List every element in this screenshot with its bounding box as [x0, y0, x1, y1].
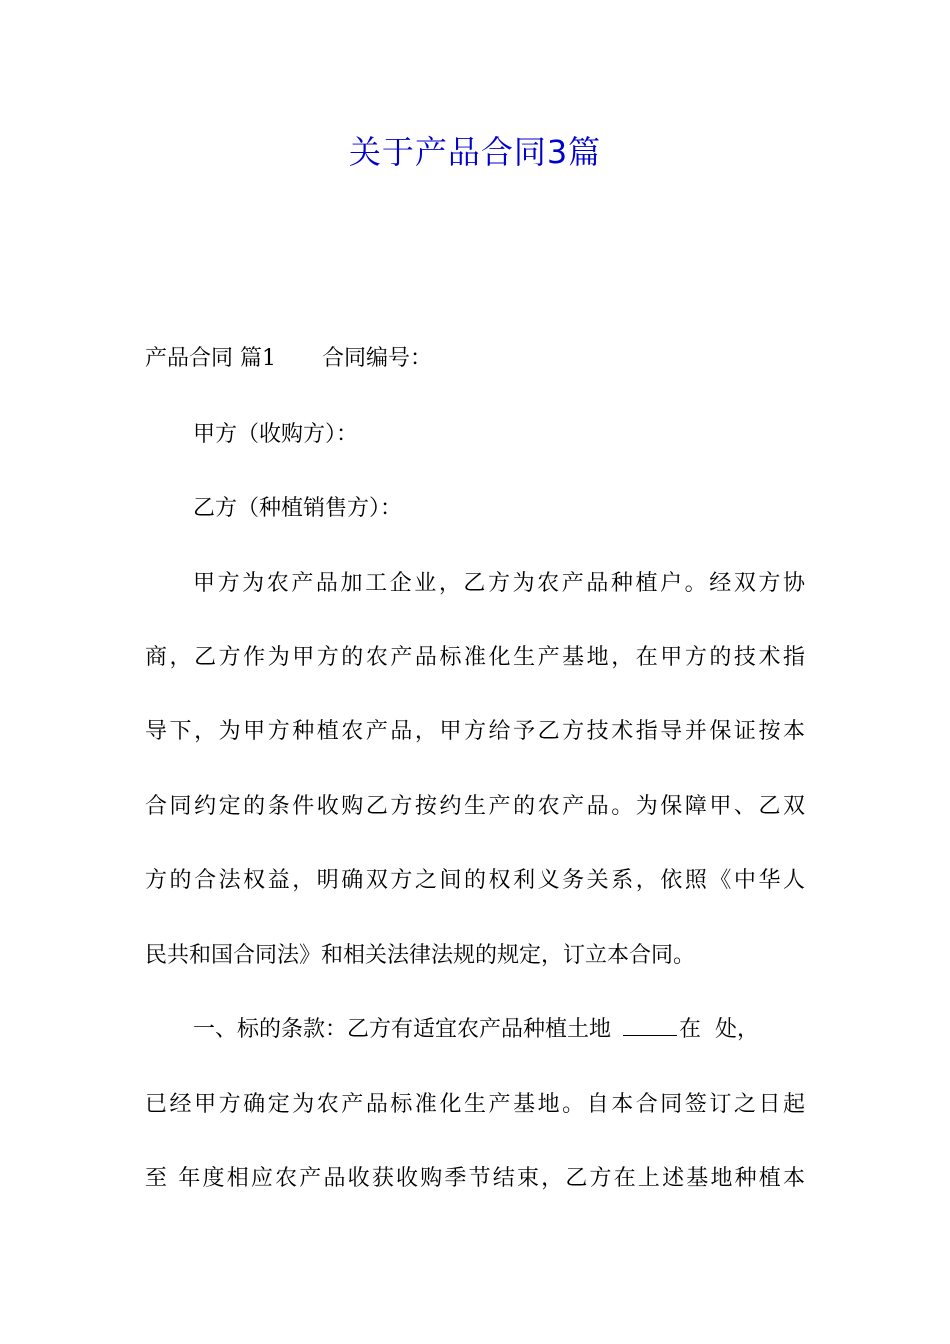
paragraph-line: 商，乙方作为甲方的农产品标准化生产基地，在甲方的技术指 — [145, 645, 805, 670]
party-b-label: 乙方（种植销售方）： — [193, 496, 403, 521]
clause-one-start: 一、标的条款：乙方有适宜农产品种植土地 — [193, 1017, 612, 1042]
section-heading: 产品合同 篇1 — [145, 346, 276, 371]
party-a-label: 甲方（收购方）： — [193, 422, 359, 447]
paragraph-line: 已经甲方确定为农产品标准化生产基地。自本合同签订之日起 — [145, 1092, 805, 1117]
fill-in-blank — [623, 1015, 677, 1036]
paragraph-line: 甲方为农产品加工企业，乙方为农产品种植户。经双方协 — [193, 571, 805, 596]
clause-one-mid: 在 — [679, 1017, 702, 1042]
paragraph-line: 民共和国合同法》和相关法律法规的规定，订立本合同。 — [145, 943, 696, 968]
clause-one-line — [145, 1013, 805, 1047]
contract-header-line — [145, 342, 805, 376]
paragraph-line: 导下，为甲方种植农产品，甲方给予乙方技术指导并保证按本 — [145, 719, 805, 744]
paragraph-line: 合同约定的条件收购乙方按约生产的农产品。为保障甲、乙双 — [145, 794, 805, 819]
paragraph-line: 至 年度相应农产品收获收购季节结束，乙方在上述基地种植本 — [145, 1166, 805, 1191]
clause-one-end: 处， — [715, 1017, 760, 1042]
contract-number-label: 合同编号： — [322, 346, 433, 371]
paragraph-line: 方的合法权益，明确双方之间的权利义务关系，依照《中华人 — [145, 868, 805, 893]
document-title: 关于产品合同3篇 — [348, 133, 602, 171]
